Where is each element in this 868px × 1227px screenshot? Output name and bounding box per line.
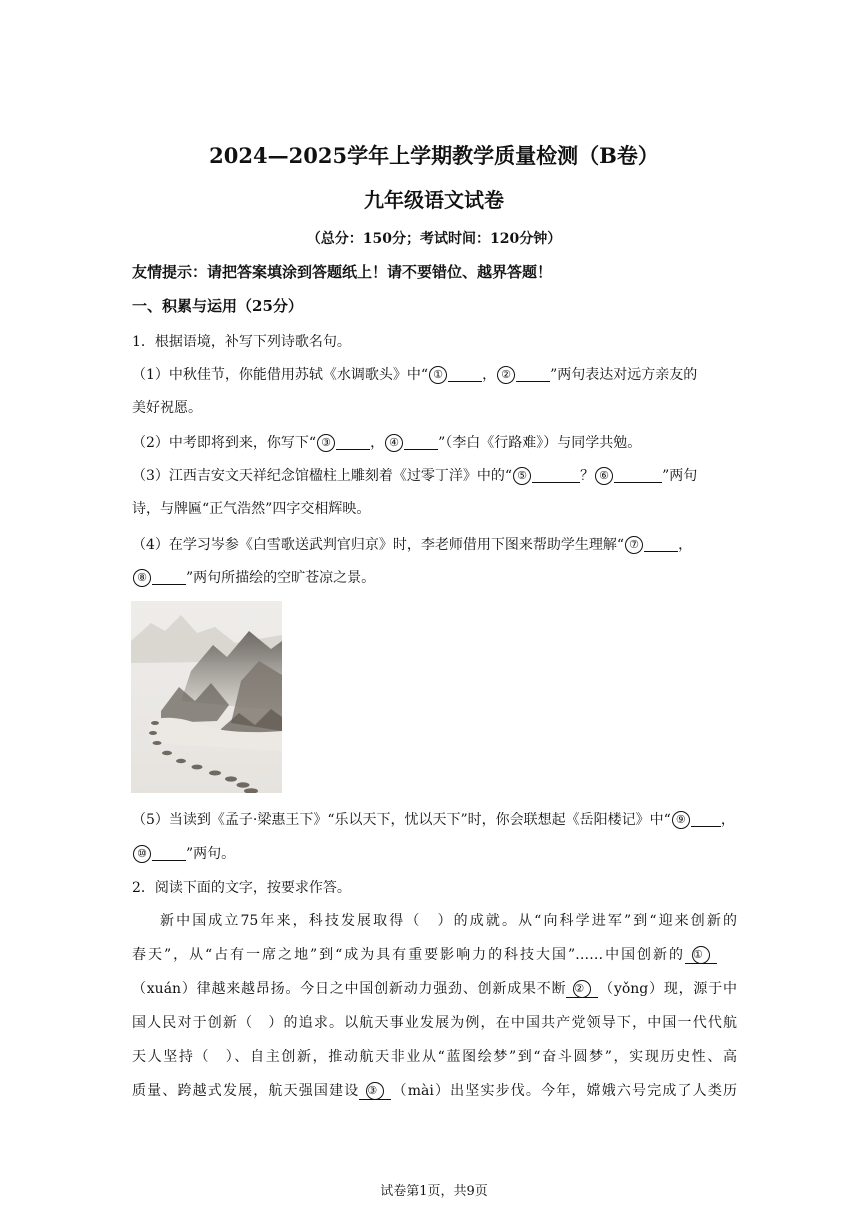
q1-part1-line1: （1）中秋佳节，你能借用苏轼《水调歌头》中“ ① ， ② ”两句表达对远方亲友的 [132,367,698,383]
q2-passage-line3: （xuán）律越来越昂扬。今日之中国创新动力强劲、创新成果不断 ② （yǒng）现，源于中 [132,981,738,997]
q1-part1-line2: 美好祝愿。 [132,400,202,416]
q1-part2: （2）中考即将到来，你写下“ ③ ， ④ ”（李白《行路难》）与同学共勉。 [132,435,642,451]
q2-passage-line6: 质量、跨越式发展，航天强国建设 ③ （mài）出坚实步伐。今年，嫦娥六号完成了人类历 [132,1083,737,1099]
q2-passage-line1: 新中国成立75年来，科技发展取得（ ）的成就。从“向科学进军”到“迎来创新的 [160,913,737,929]
landscape-illustration [131,601,282,793]
q1-part5-line1: （5）当读到《孟子·梁惠王下》“乐以天下，忧以天下”时，你会联想起《岳阳楼记》中“ ⑨ ， [132,812,735,828]
q1-part3-line1: （3）江西吉安文天祥纪念馆楹柱上雕刻着《过零丁洋》中的“ ⑤ ？ ⑥ ”两句 [132,468,698,484]
friendly-tip: 友情提示：请把答案填涂到答题纸上！请不要错位、越界答题！ [132,263,553,281]
q2-stem: 2．阅读下面的文字，按要求作答。 [132,880,351,896]
q1-part4-line2: ⑧ ”两句所描绘的空旷苍凉之景。 [132,567,375,587]
exam-title: 2024—2025学年上学期教学质量检测（B卷） [209,143,659,168]
q1-part3-line2: 诗，与牌匾“正气浩然”四字交相辉映。 [132,501,371,517]
exam-meta: （总分：150分；考试时间：120分钟） [306,231,562,247]
exam-subtitle: 九年级语文试卷 [364,188,504,212]
q2-passage-line5: 天人坚持（ ）、自主创新，推动航天非业从“蓝图绘梦”到“奋斗圆梦”，实现历史性、高 [132,1049,737,1065]
q2-passage-line2: 春天”，从“占有一席之地”到“成为具有重要影响力的科技大国”……中国创新的 ① [132,944,717,964]
q2-passage-line4: 国人民对于创新（ ）的追求。以航天事业发展为例，在中国共产党领导下，中国一代代航 [132,1015,737,1031]
page-footer: 试卷第1页，共9页 [380,1184,488,1199]
q1-stem: 1．根据语境，补写下列诗歌名句。 [132,334,351,350]
q1-part4-line1: （4）在学习岑参《白雪歌送武判官归京》时，李老师借用下图来帮助学生理解“ ⑦ ， [132,537,693,553]
q1-part5-line2: ⑩ ”两句。 [132,843,235,863]
section-heading: 一、积累与运用（25分） [132,297,303,315]
